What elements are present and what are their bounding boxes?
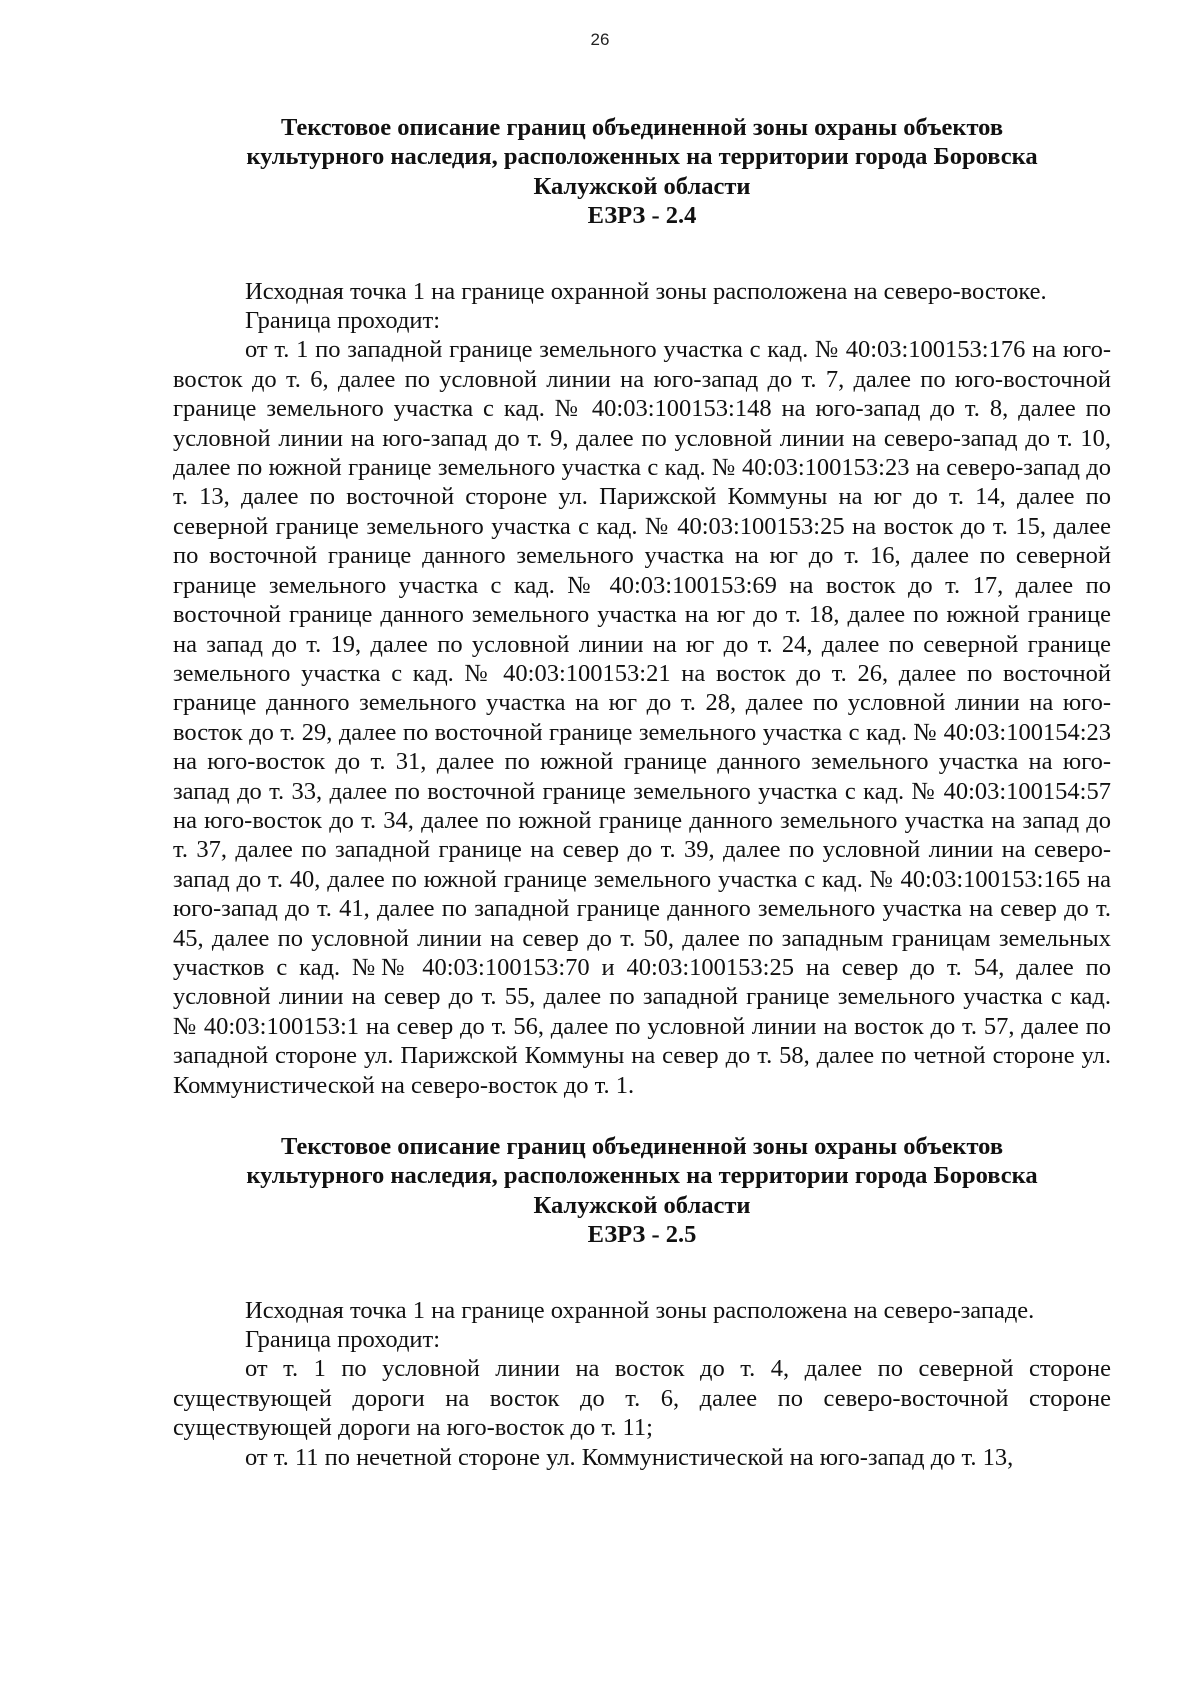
paragraph-boundary-intro: Граница проходит: — [245, 307, 441, 335]
paragraph-boundary-intro: Граница проходит: — [245, 1326, 441, 1354]
paragraph-boundary-description: от т. 1 по западной границе земельного участка с кад. № 40:03:100153:176 на юго-восток до т. 6, далее по условной линии на юго-запад до т. 7, далее по юго-восточной границе земельного участка с кад. № 40:03:100153:148 на юго-запад до т. 8, далее по условной линии на юго-запад до т. 9, далее по условной линии на северо-запад до т. 10, далее по южной границе земельного участка с кад. № 40:03:100153:23 на северо-запад до т. 13, далее по восточной стороне ул. Парижской Коммуны на юг до т. 14, далее по северной границе земельного участка с кад. № 40:03:100153:25 на восток до т. 15, далее по восточной границе данного земельного участка на юг до т. 16, далее по северной границе земельного участка с кад. № 40:03:100153:69 на восток до т. 17, далее по восточной границе данного земельного участка на юг до т. 18, далее по южной границе на запад до т. 19, далее по условной линии на юг до т. 24, далее по северной границе земельного участка с кад. № 40:03:100153:21 на восток до т. 26, далее по восточной границе данного земельного участка на юг до т. 28, далее по условной линии на юго-восток до т. 29, далее по восточной границе земельного участка с кад. № 40:03:100154:23 на юго-восток до т. 31, далее по южной границе данного земельного участка на юго-запад до т. 33, далее по восточной границе земельного участка с кад. № 40:03:100154:57 на юго-восток до т. 34, далее по южной границе данного земельного участка на запад до т. 37, далее по западной границе на север до т. 39, далее по условной линии на северо-запад до т. 40, далее по южной границе земельного участка с кад. № 40:03:100153:165 на юго-запад до т. 41, далее по западной границе данного земельного участка на север до т. 45, далее по условной линии на север до т. 50, далее по западным границам земельных участков с кад. №№ 40:03:100153:70 и 40:03:100153:25 на север до т. 54, далее по условной линии на север до т. 55, далее по западной границе земельного участка с кад. № 40:03:100153:1 на север до т. 56, далее по условной линии на восток до т. 57, далее по западной стороне ул. Парижской Коммуны на север до т. 58, далее по четной стороне ул. Коммунистической на северо-восток до т. 1. — [173, 336, 1111, 1099]
section-title — [173, 1132, 1111, 1250]
title-line: культурного наследия, расположенных на территории города Боровска — [246, 1162, 1038, 1190]
paragraph-start-point: Исходная точка 1 на границе охранной зоны расположена на северо-западе. — [245, 1296, 1035, 1324]
title-line: культурного наследия, расположенных на территории города Боровска — [246, 143, 1038, 171]
paragraph-boundary-continuation: от т. 11 по нечетной стороне ул. Коммунистической на юго-запад до т. 13, — [245, 1443, 1014, 1471]
title-line: Калужской области — [533, 172, 751, 200]
title-line: Текстовое описание границ объединенной зоны охраны объектов — [280, 1133, 1004, 1160]
spacer — [173, 1250, 1111, 1296]
spacer — [173, 231, 1111, 277]
zone-code: ЕЗРЗ - 2.4 — [587, 202, 697, 230]
section-title — [173, 113, 1111, 231]
paragraph-start-point: Исходная точка 1 на границе охранной зоны расположена на северо-востоке. — [245, 277, 1047, 305]
document-body — [173, 113, 1111, 1472]
zone-code: ЕЗРЗ - 2.5 — [587, 1221, 697, 1249]
section-ezrz-2-4 — [173, 113, 1111, 1100]
section-ezrz-2-5 — [173, 1132, 1111, 1472]
title-line: Калужской области — [533, 1191, 751, 1219]
paragraph-boundary-description: от т. 1 по условной линии на восток до т. 4, далее по северной стороне существующей дороги на восток до т. 6, далее по северо-восточной стороне существующей дороги на юго-восток до т. 11; — [173, 1355, 1111, 1442]
title-line: Текстовое описание границ объединенной зоны охраны объектов — [280, 114, 1004, 141]
page-number: 26 — [590, 30, 610, 49]
